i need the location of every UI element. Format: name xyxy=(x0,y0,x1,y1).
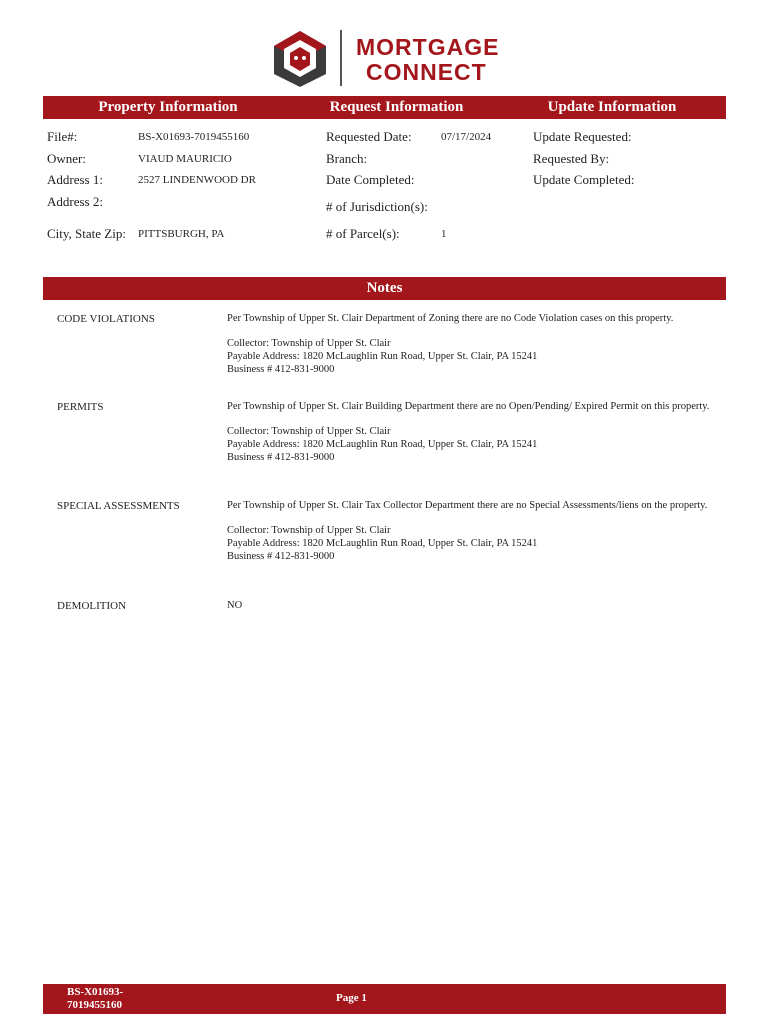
parcels-value: 1 xyxy=(441,228,447,240)
note-text-code-violations xyxy=(227,312,727,388)
business-phone-line: Business # 412-831-9000 xyxy=(227,364,335,375)
brand-name-line2: CONNECT xyxy=(366,59,487,85)
footer-file-line2: 7019455160 xyxy=(67,999,122,1011)
address1-label: Address 1: xyxy=(47,172,103,187)
note-key-special-assessments: SPECIAL ASSESSMENTS xyxy=(57,500,180,512)
business-phone-line: Business # 412-831-9000 xyxy=(227,452,335,463)
company-logo xyxy=(271,30,329,88)
footer-bar xyxy=(43,984,726,1014)
note-key-code-violations: CODE VIOLATIONS xyxy=(57,313,155,325)
note-collector-block xyxy=(227,337,727,376)
note-text-special-assessments xyxy=(227,499,727,575)
jurisdictions-label: # of Jurisdiction(s): xyxy=(326,199,428,214)
update-completed-label: Update Completed: xyxy=(533,172,635,187)
owner-label: Owner: xyxy=(47,151,86,166)
page-number: Page 1 xyxy=(336,992,367,1004)
note-key-permits: PERMITS xyxy=(57,401,104,413)
owner-value: VIAUD MAURICIO xyxy=(138,153,232,165)
note-text-demolition: NO xyxy=(227,600,243,611)
business-phone-line: Business # 412-831-9000 xyxy=(227,551,335,562)
address2-label: Address 2: xyxy=(47,194,103,209)
file-value: BS-X01693-7019455160 xyxy=(138,131,250,143)
notes-header: Notes xyxy=(43,277,726,300)
city-state-zip-value: PITTSBURGH, PA xyxy=(138,228,225,240)
payable-address-line: Payable Address: 1820 McLaughlin Run Road, Upper St. Clair, PA 15241 xyxy=(227,351,538,362)
branch-label: Branch: xyxy=(326,151,368,166)
note-key-demolition: DEMOLITION xyxy=(57,600,127,612)
file-label: File#: xyxy=(47,129,78,144)
collector-line: Collector: Township of Upper St. Clair xyxy=(227,426,391,437)
note-text-permits xyxy=(227,400,727,476)
requested-by-label: Requested By: xyxy=(533,151,610,166)
parcels-label: # of Parcel(s): xyxy=(326,226,400,241)
payable-address-line: Payable Address: 1820 McLaughlin Run Road, Upper St. Clair, PA 15241 xyxy=(227,439,538,450)
footer-file-number xyxy=(67,986,123,1012)
info-header-bar xyxy=(43,96,726,119)
note-collector-block xyxy=(227,425,727,464)
collector-line: Collector: Township of Upper St. Clair xyxy=(227,525,391,536)
request-info-header: Request Information xyxy=(329,99,464,115)
update-info-header: Update Information xyxy=(547,99,677,115)
collector-line: Collector: Township of Upper St. Clair xyxy=(227,338,391,349)
note-collector-block xyxy=(227,524,727,563)
note-body: Per Township of Upper St. Clair Department of Zoning there are no Code Violation cases on this property. xyxy=(227,313,674,324)
note-body: Per Township of Upper St. Clair Building Department there are no Open/Pending/ Expired Permit on this property. xyxy=(227,401,710,412)
update-requested-label: Update Requested: xyxy=(533,129,632,144)
footer-file-line1: BS-X01693- xyxy=(67,986,124,998)
property-info-header: Property Information xyxy=(98,99,238,115)
address1-value: 2527 LINDENWOOD DR xyxy=(138,174,256,186)
requested-date-value: 07/17/2024 xyxy=(441,131,492,143)
date-completed-label: Date Completed: xyxy=(326,172,415,187)
requested-date-label: Requested Date: xyxy=(326,129,412,144)
note-body: Per Township of Upper St. Clair Tax Collector Department there are no Special Assessments/liens on the property. xyxy=(227,500,708,511)
payable-address-line: Payable Address: 1820 McLaughlin Run Road, Upper St. Clair, PA 15241 xyxy=(227,538,538,549)
brand-name-line1: MORTGAGE xyxy=(356,34,500,60)
logo-divider xyxy=(340,30,342,86)
city-state-zip-label: City, State Zip: xyxy=(47,226,126,241)
